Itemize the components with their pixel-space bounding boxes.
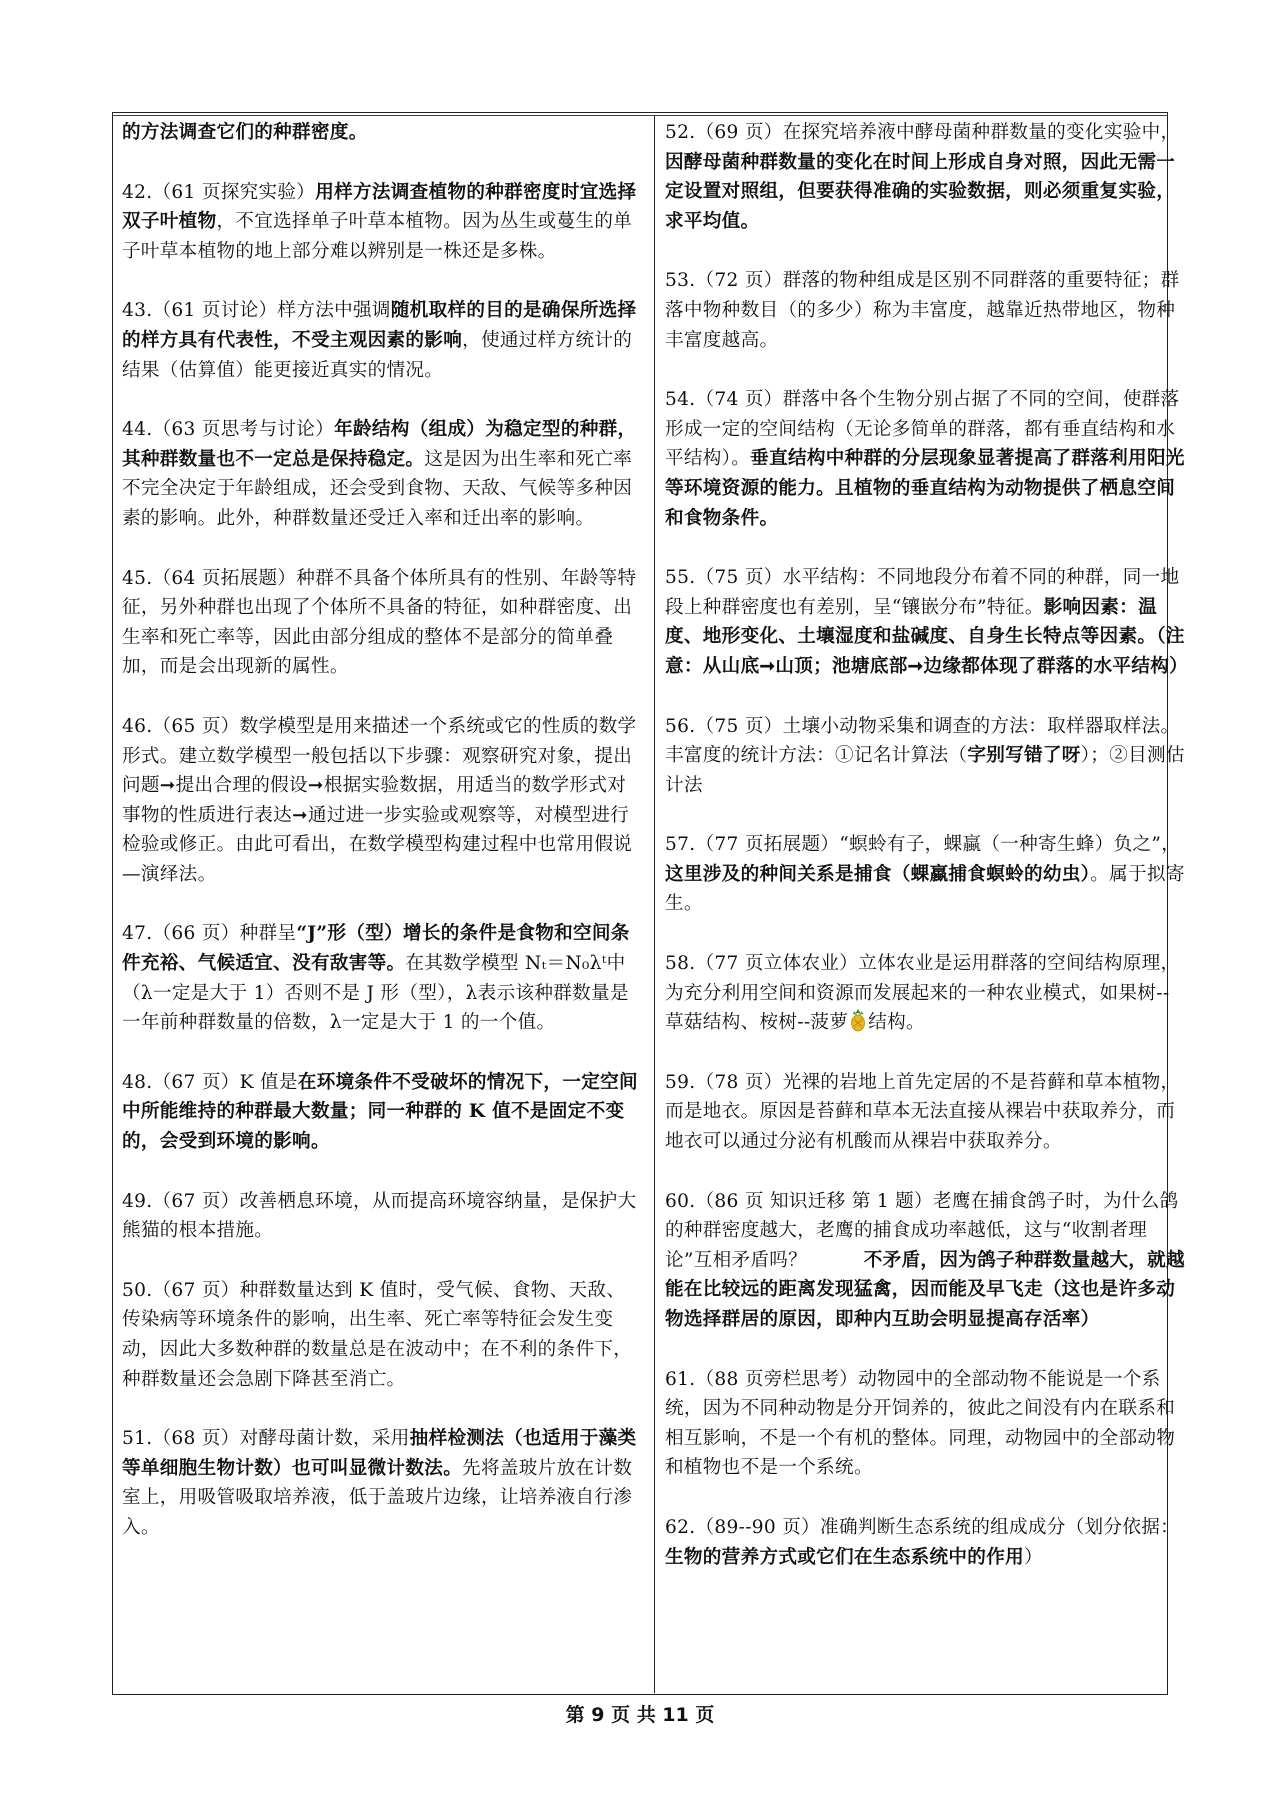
bold-text: 字别写错了呀 <box>967 745 1081 767</box>
body-text: 62.（89--90 页）准确判断生态系统的组成成分（划分依据： <box>665 1516 1180 1538</box>
body-text: 48.（67 页）K 值是 <box>122 1071 298 1093</box>
bold-text: 垂直结构中种群的分层现象显著提高了群落利用阳光等环境资源的能力。且植物的垂直结构为动物提供了栖息空间和食物条件。 <box>665 448 1185 529</box>
paragraph-item-44 <box>122 415 644 533</box>
body-text: 58.（77 页立体农业）立体农业是运用群落的空间结构原理，为充分利用空间和资源而发展起来的一种农业模式，如果树--草菇结构、桉树--菠萝 <box>665 953 1180 1034</box>
paragraph-item-50 <box>122 1276 644 1394</box>
body-text: 50.（67 页）种群数量达到 K 值时，受气候、食物、天敌、传染病等环境条件的影响，出生率、死亡率等特征会发生变动，因此大多数种群的数量总是在波动中；在不利的条件下，种群数量还会急剧下降甚至消亡。 <box>122 1279 633 1390</box>
body-text: 47.（66 页）种群呈 <box>122 923 297 945</box>
bold-text: 随机取样的目的是确保所选择的样方具有代表性，不受主观因素的影响 <box>122 300 637 351</box>
bold-text: 的方法调查它们的种群密度。 <box>122 122 368 143</box>
paragraph-item-61 <box>665 1365 1187 1483</box>
paragraph-item-53 <box>665 266 1187 355</box>
body-text: 结构。 <box>868 1012 925 1034</box>
paragraph-item-52 <box>665 118 1187 236</box>
body-text: 55.（75 页）水平结构：不同地段分布着不同的种群，同一地段上种群密度也有差别，呈“镶嵌分布”特征。 <box>665 567 1180 618</box>
body-text: 43.（61 页讨论）样方法中强调 <box>122 300 391 322</box>
paragraph-item-cont <box>122 118 644 148</box>
paragraph-item-59 <box>665 1068 1187 1157</box>
bold-text: 不矛盾，因为鸽子种群数量越大，就越能在比较远的距离发现猛禽，因而能及早飞走（这也是许多动物选择群居的原因，即种内互助会明显提高存活率） <box>665 1249 1185 1330</box>
body-text: 54.（74 页）群落中各个生物分别占据了不同的空间，使群落形成一定的空间结构（无论多简单的群落，都有垂直结构和水平结构）。 <box>665 389 1180 470</box>
paragraph-item-49 <box>122 1187 644 1246</box>
paragraph-item-51 <box>122 1424 644 1542</box>
paragraph-item-57 <box>665 830 1187 919</box>
pineapple-icon <box>848 1008 868 1032</box>
paragraph-item-47 <box>122 919 644 1037</box>
body-text: 46.（65 页）数学模型是用来描述一个系统或它的性质的数学形式。建立数学模型一般包括以下步骤：观察研究对象，提出问题➞提出合理的假设➞根据实验数据，用适当的数学形式对事物的性质进行表达➞通过进一步实验或观察等，对模型进行检验或修正。由此可看出，在数学模型构建过程中也常用假说—演绎法。 <box>122 715 637 885</box>
bold-text: 年龄结构（组成）为稳定型的种群，其种群数量也不一定总是保持稳定。 <box>122 419 637 470</box>
body-text: 56.（75 页）土壤小动物采集和调查的方法：取样器取样法。丰富度的统计方法：①记名计算法（ <box>665 715 1180 767</box>
body-text: 44.（63 页思考与讨论） <box>122 419 335 441</box>
bold-text: 影响因素：温度、地形变化、土壤湿度和盐碱度、自身生长特点等因素。（注意：从山底➞山顶；池塘底部➞边缘都体现了群落的水平结构） <box>665 596 1188 677</box>
body-text: 。属于拟寄生。 <box>665 863 1185 915</box>
paragraph-item-42 <box>122 178 644 267</box>
right-column <box>665 118 1187 1602</box>
paragraph-item-48 <box>122 1068 644 1157</box>
body-text: 45.（64 页拓展题）种群不具备个体所具有的性别、年龄等特征，另外种群也出现了个体所不具备的特征，如种群密度、出生率和死亡率等，因此由部分组成的整体不是部分的简单叠加，而是会出现新的属性。 <box>122 567 637 678</box>
body-text: 57.（77 页拓展题）“螟蛉有子，蜾蠃（一种寄生蜂）负之”， <box>665 834 1181 856</box>
body-text: 在其数学模型 Nₜ＝N₀λᵗ中（λ一定是大于 1）否则不是 J 形（型），λ表示该种群数量是一年前种群数量的倍数，λ一定是大于 1 的一个值。 <box>122 953 629 1034</box>
body-text: 42.（61 页探究实验） <box>122 181 316 203</box>
bold-text: 这里涉及的种间关系是捕食（蜾蠃捕食螟蛉的幼虫） <box>665 863 1091 885</box>
body-text: 49.（67 页）改善栖息环境，从而提高环境容纳量，是保护大熊猫的根本措施。 <box>122 1190 637 1242</box>
body-text: ，不宜选择单子叶草本植物。因为丛生或蔓生的单子叶草本植物的地上部分难以辨别是一株还是多株。 <box>122 211 633 262</box>
paragraph-item-54 <box>665 385 1187 533</box>
bold-text: 因酵母菌种群数量的变化在时间上形成自身对照，因此无需一定设置对照组，但要获得准确的实验数据，则必须重复实验，求平均值。 <box>665 151 1176 232</box>
body-text: 53.（72 页）群落的物种组成是区别不同群落的重要特征；群落中物种数目（的多少）称为丰富度，越靠近热带地区，物种丰富度越高。 <box>665 270 1180 351</box>
body-text: 这是因为出生率和死亡率不完全决定于年龄组成，还会受到食物、天敌、气候等多种因素的影响。此外，种群数量还受迁入率和迁出率的影响。 <box>122 448 633 529</box>
paragraph-item-58 <box>665 949 1187 1038</box>
page-number: 第 9 页 共 11 页 <box>565 1704 715 1726</box>
column-divider <box>654 116 655 1693</box>
bold-text: 生物的营养方式或它们在生态系统中的作用 <box>665 1546 1024 1568</box>
paragraph-item-46 <box>122 712 644 890</box>
paragraph-item-45 <box>122 564 644 682</box>
body-text: ）；②目测估计法 <box>665 745 1185 796</box>
paragraph-item-62 <box>665 1513 1187 1572</box>
body-text: 59.（78 页）光裸的岩地上首先定居的不是苔藓和草本植物，而是地衣。原因是苔藓和草本无法直接从裸岩中获取养分，而地衣可以通过分泌有机酸而从裸岩中获取养分。 <box>665 1071 1180 1153</box>
paragraph-item-55 <box>665 563 1187 681</box>
body-text: 60.（86 页 知识迁移 第 1 题）老鹰在捕食鸽子时，为什么鸽的种群密度越大，老鹰的捕食成功率越低，这与“收割者理论”互相矛盾吗？ <box>665 1190 1179 1271</box>
paragraph-item-56 <box>665 712 1187 801</box>
bold-text: 用样方法调查植物的种群密度时宜选择双子叶植物 <box>122 181 637 233</box>
body-text: ） <box>1023 1546 1043 1568</box>
body-text: ，使通过样方统计的结果（估算值）能更接近真实的情况。 <box>122 329 633 381</box>
body-text: 51.（68 页）对酵母菌计数，采用 <box>122 1428 410 1450</box>
paragraph-item-60 <box>665 1187 1187 1335</box>
header-rule <box>112 115 1168 116</box>
body-text: 52.（69 页）在探究培养液中酵母菌种群数量的变化实验中， <box>665 122 1180 143</box>
bold-text: “J”形（型）增长的条件是食物和空间条件充裕、气候适宜、没有敌害等。 <box>122 923 630 975</box>
body-text: 先将盖玻片放在计数室上，用吸管吸取培养液，低于盖玻片边缘，让培养液自行渗入。 <box>122 1457 633 1538</box>
left-column <box>122 118 644 1573</box>
bold-text: 在环境条件不受破坏的情况下，一定空间中所能维持的种群最大数量；同一种群的 K 值不是固定不变的，会受到环境的影响。 <box>122 1071 638 1153</box>
bold-text: 抽样检测法（也适用于藻类等单细胞生物计数）也可叫显微计数法。 <box>122 1428 637 1479</box>
paragraph-item-43 <box>122 296 644 385</box>
body-text: 61.（88 页旁栏思考）动物园中的全部动物不能说是一个系统，因为不同种动物是分开饲养的，彼此之间没有内在联系和相互影响，不是一个有机的整体。同理，动物园中的全部动物和植物也不是一个系统。 <box>665 1368 1176 1479</box>
